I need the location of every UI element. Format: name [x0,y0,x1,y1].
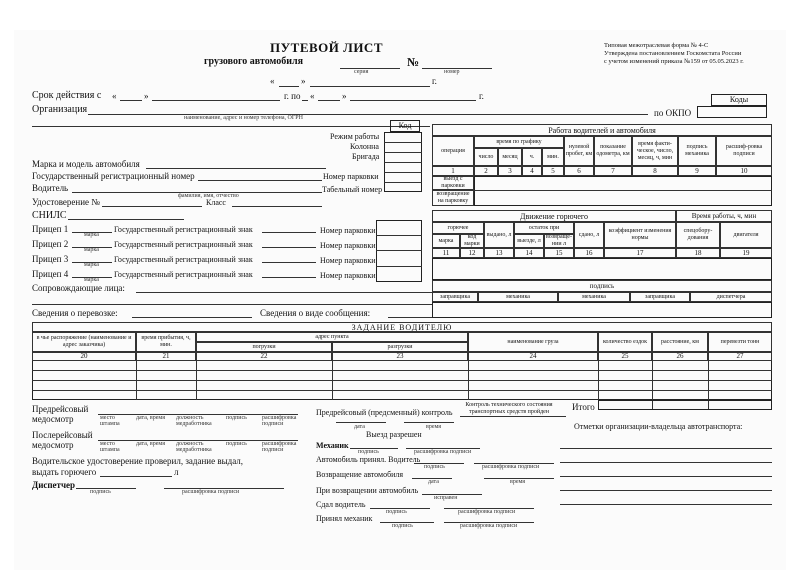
serviceable-label: исправен [434,495,458,501]
work-num-6: 6 [564,166,594,176]
work-num-1: 1 [432,166,474,176]
work-table-body [474,176,772,206]
med-position-2: должность медработника [176,441,212,453]
okpo-code-box [697,106,767,118]
work-num-8: 8 [632,166,678,176]
col-mesyac: месяц [498,148,522,166]
number-sign: № [407,55,420,69]
fuel-num-14: 14 [514,248,544,258]
col-vozvr: возвраще-нии л [544,234,574,248]
return-time: время [510,479,526,485]
trailer-1-label: Прицеп 1 [32,224,69,234]
col-mechanic-sign: подпись механика [678,136,716,166]
signs-body [432,302,772,318]
col-min: мин. [542,148,564,166]
col-zero-mileage: нулевой пробег, км [564,136,594,166]
header-line-3: с учетом изменений приказа №159 от 05.05.2023 г. [604,58,744,65]
brigada-label: Бригада [352,152,380,161]
total-label: Итого [572,402,595,412]
task-num-26: 26 [652,352,708,361]
fuel-num-17: 17 [604,248,676,258]
signs-title: подпись [432,280,772,292]
dispatcher-sign: подпись [90,489,111,495]
trailer-3-gos-label: Государственный регистрационный знак [114,255,253,264]
gos-number-label: Государственный регистрационный номер [32,171,195,181]
liters-unit: л [174,467,179,477]
on-return-label: При возвращении автомобиль [316,486,419,495]
col-distance: расстояние, км [652,332,708,352]
validity-label: Срок действия с [32,90,102,101]
col-tons: перевезти тонн [708,332,772,352]
license-checked: Водительское удостоверение проверил, задание выдал, [32,456,244,466]
trailer-2-gos-label: Государственный регистрационный знак [114,240,253,249]
work-num-7: 7 [594,166,632,176]
dispatcher-label: Диспетчер [32,480,76,490]
pretrip-control-label: Предрейсовый (предсменный) контроль [316,408,453,417]
validity-quote-open-2: « [310,91,315,101]
header-line-1: Типовая межотраслевая форма № 4-С [604,42,709,49]
col-fuel: горючее [432,222,484,234]
kod-header: Код [390,120,420,132]
message-info-label: Сведения о виде сообщения: [260,308,371,318]
seria-label: серия [354,69,369,75]
stamp-place-1: место штампа [100,415,120,427]
owner-marks-label: Отметки организации-владельца автотранспорта: [574,422,743,431]
task-num-22: 22 [196,352,332,361]
work-num-9: 9 [678,166,716,176]
quote-open: « [270,76,275,86]
col-ch: ч. [522,148,542,166]
stamp-place-2: место штампа [100,441,120,453]
col-vydano: выдано, л [484,222,514,248]
fuel-num-16: 16 [574,248,604,258]
fuel-num-13: 13 [484,248,514,258]
organization-label: Организация [32,104,88,115]
sign-mechanic-2: механика [558,292,630,302]
trailer-parking-box [376,220,422,282]
trailer-3-parking-label: Номер парковки [320,256,376,265]
handed-sign-decode: расшифровка подписи [458,509,516,515]
work-table-title: Работа водителей и автомобиля [432,124,772,136]
trailer-2-marka: марка [84,247,99,253]
fuel-num-19: 19 [720,248,772,258]
col-customer: в чье распоряжение (наименование и адрес заказчика) [32,332,136,352]
accepted-sign-decode: расшифровка подписи [460,523,518,529]
task-num-23: 23 [332,352,468,361]
return-date: дата [428,479,439,485]
sign-dispatcher: диспетчера [690,292,772,302]
accepted-sign: подпись [392,523,413,529]
trailer-3-label: Прицеп 3 [32,254,69,264]
organization-hint: наименование, адрес и номер телефона, ОГРН [184,115,303,121]
accompanying-label: Сопровождающие лица: [32,283,125,293]
row-return: возвращение на парковку [432,190,474,206]
col-koef: коэффициент изменения нормы [604,222,676,248]
sign-1: подпись [226,415,247,421]
trailer-1-parking-label: Номер парковки [320,226,376,235]
trailer-4-marka: марка [84,277,99,283]
col-trips: количество ездок [598,332,652,352]
sign-zapravshik-1: заправщика [432,292,478,302]
car-model-label: Марка и модель автомобиля [32,159,140,169]
work-num-2: 2 [474,166,498,176]
col-vyezde: выезде, л [514,234,544,248]
date-time-2: дата, время [136,441,165,447]
fuel-num-18: 18 [676,248,720,258]
sign-decode-2: расшифровка подписи [262,441,297,453]
car-accepted-label: Автомобиль принял. Водитель [316,455,421,464]
driver-accept-decode: расшифровка подписи [482,464,540,470]
task-num-25: 25 [598,352,652,361]
issue-fuel-label: выдать горючего [32,467,97,477]
posttrip-med-label: Послерейсовый медосмотр [32,430,93,450]
waybill-form [14,30,786,570]
total-row [598,400,772,410]
validity-year: г. [479,91,484,101]
trailer-1-marka: марка [84,232,99,238]
col-fuel-marka: марка [432,234,460,248]
med-position-1: должность медработника [176,415,212,427]
fuel-table-body [432,258,772,280]
sign-zapravshik-2: заправщика [630,292,690,302]
col-sign-decode: расшиф-ровка подписи [716,136,772,166]
header-line-2: Утверждена постановлением Госкомстата России [604,50,742,57]
trailer-2-label: Прицеп 2 [32,239,69,249]
kolonna-label: Колонна [350,142,379,151]
trailer-1-gos-label: Государственный регистрационный знак [114,225,253,234]
codes-header: Коды [711,94,767,106]
fuel-table-title: Движение горючего [432,210,676,222]
handed-by-driver: Сдал водитель [316,500,366,509]
regime-label: Режим работы [330,132,380,141]
driver-hint: фамилия, имя, отчество [178,193,239,199]
task-title: ЗАДАНИЕ ВОДИТЕЛЮ [32,322,772,332]
trailer-3-marka: марка [84,262,99,268]
validity-quote-open: « [112,91,117,101]
control-time: время [426,424,442,430]
tech-state-passed: Контроль технического состояния транспортных средств пройден [465,402,553,415]
col-sdano: сдано, л [574,222,604,248]
trailer-4-gos-label: Государственный регистрационный знак [114,270,253,279]
col-operation: операция [432,136,474,166]
sign-mechanic-1: механика [478,292,558,302]
task-num-24: 24 [468,352,598,361]
license-label: Удостоверение № [32,197,100,207]
mechanic-sign: подпись [358,449,379,455]
mechanic-label: Механик [316,441,349,450]
col-fuel-kod: код марки [460,234,484,248]
driver-label: Водитель [32,183,69,193]
task-num-21: 21 [136,352,196,361]
control-date: дата [354,424,365,430]
fuel-num-12: 12 [460,248,484,258]
work-num-4: 4 [522,166,542,176]
return-car-label: Возвращение автомобиля [316,470,404,479]
dispatcher-sign-decode: расшифровка подписи [182,489,240,495]
form-subtitle: грузового автомобиля [204,56,304,67]
col-odometer: показание одометра, км [594,136,632,166]
handed-sign: подпись [386,509,407,515]
accepted-by-mechanic: Принял механик [316,514,373,523]
col-cargo: наименование груза [468,332,598,352]
form-type-header [604,42,744,66]
col-address: адрес пункта [196,332,468,342]
nomer-label: номер [444,69,460,75]
date-time-1: дата, время [136,415,165,421]
year-suffix: г. [432,76,437,86]
col-unload: разгрузки [332,342,468,352]
fuel-num-15: 15 [544,248,574,258]
col-ostatok: остаток при [514,222,574,234]
work-num-3: 3 [498,166,522,176]
col-chislo: число [474,148,498,166]
work-num-10: 10 [716,166,772,176]
validity-quote-close-2: » [342,91,347,101]
parking-number-label: Номер парковки [323,172,379,181]
col-engine: двигателя [720,222,772,248]
tabel-number-label: Табельный номер [322,185,383,194]
quote-close: » [301,76,306,86]
col-schedule: время по графику [474,136,564,148]
row-departure: выезд с парковки [432,176,474,190]
pretrip-med-label: Предрейсовый медосмотр [32,404,89,424]
col-actual-time: время факти-ческое, число, месяц, ч, мин [632,136,678,166]
task-num-27: 27 [708,352,772,361]
carrier-info-label: Сведения о перевозке: [32,308,118,318]
trailer-4-label: Прицеп 4 [32,269,69,279]
trailer-2-parking-label: Номер парковки [320,241,376,250]
form-title: ПУТЕВОЙ ЛИСТ [270,40,383,55]
okpo-label: по ОКПО [654,108,692,118]
col-special-eq: спецобору-дования [676,222,720,248]
class-label: Класс [206,198,226,207]
fuel-num-11: 11 [432,248,460,258]
mechanic-sign-decode: расшифровка подписи [414,449,472,455]
sign-decode-1: расшифровка подписи [262,415,297,427]
departure-allowed: Выезд разрешен [366,430,422,439]
sign-2: подпись [226,441,247,447]
col-arrival: время прибытия, ч, мин. [136,332,196,352]
validity-quote-close: » [144,91,149,101]
col-load: погрузки [196,342,332,352]
work-num-5: 5 [542,166,564,176]
validity-po: г. по [284,91,301,101]
task-num-20: 20 [32,352,136,361]
work-time-title: Время работы, ч, мин [676,210,772,222]
trailer-4-parking-label: Номер парковки [320,271,376,280]
snils-label: СНИЛС [32,210,67,221]
driver-accept-sign: подпись [424,464,445,470]
